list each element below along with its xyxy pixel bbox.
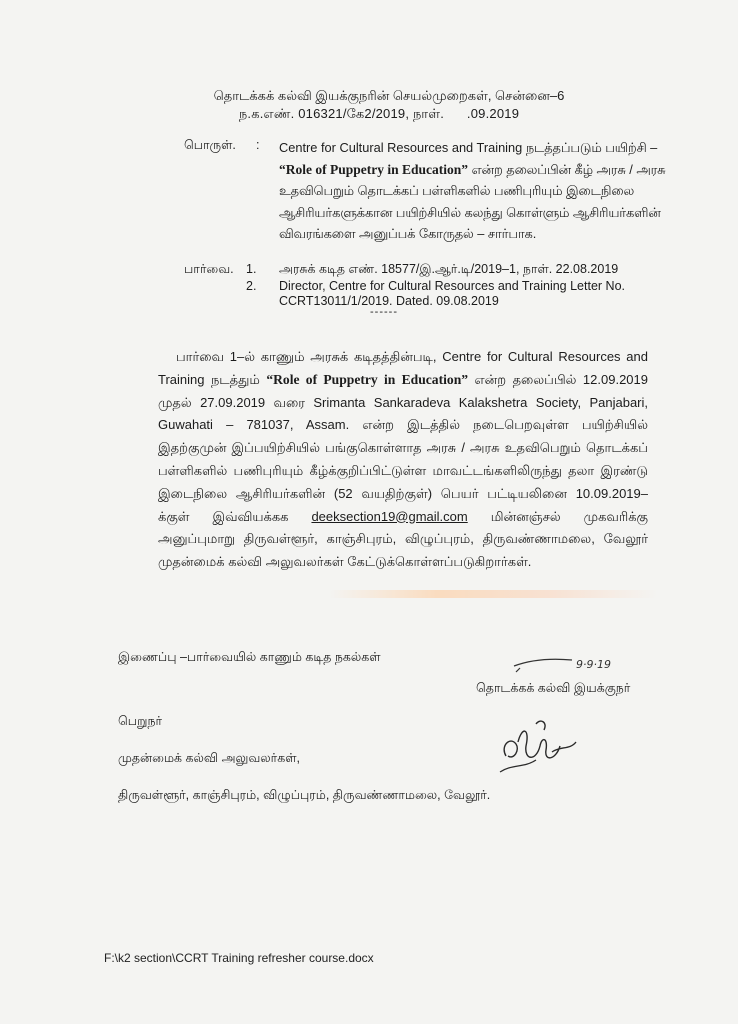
signatory-office: தொடக்கக் கல்வி இயக்குநர்: [476, 681, 631, 695]
reference-1-text: அரசுக் கடித எண். 18577/இ.ஆர்.டி/2019–1, நாள். 22.08.2019: [279, 262, 619, 276]
stamp-date: 9·9·19: [576, 658, 611, 671]
reference-label: பார்வை.: [184, 262, 234, 276]
body-part1: பார்வை 1–ல் காணும் அரசுக் கடிதத்தின்படி, Centre for Cultural Resources and Training நடத்தும்: [158, 349, 648, 387]
subject-colon: :: [256, 138, 260, 152]
header-title: தொடக்கக் கல்வி இயக்குநரின் செயல்முறைகள், சென்னை–6: [213, 88, 565, 103]
subject-part2: என்ற தலைப்பின் கீழ் அரசு / அரசு உதவிபெறும் தொடக்கப் பள்ளிகளில் பணிபுரியும் இடைநிலை ஆசிரியர்களுக்கான பயிற்சியில் கலந்து கொள்ளும் ஆசிரியர்களின் விவரங்களை அனுப்பக் கோருதல் – சார்பாக.: [279, 161, 666, 241]
body-paragraph: [158, 346, 648, 574]
reference-separator: ------: [370, 306, 398, 318]
body-part3: மின்னஞ்சல் முகவரிக்கு அனுப்புமாறு திருவள்ளூர், காஞ்சிபுரம், விழுப்புரம், திருவண்ணாமலை, வேலூர் முதன்மைக் கல்வி அலுவலர்கள் கேட்டுக்கொள்ளப்படுகிறார்கள்.: [158, 508, 648, 570]
reference-2-text: Director, Centre for Cultural Resources and Training Letter No. CCRT13011/1/2019. Dated. 09.08.2019: [279, 279, 625, 308]
reference-2-number: 2.: [246, 279, 257, 293]
header-reference-number: ந.க.எண். 016321/கே2/2019, நாள். .09.2019: [238, 106, 520, 121]
reference-1-number: 1.: [246, 262, 257, 276]
recipient-line-2: திருவள்ளூர், காஞ்சிபுரம், விழுப்புரம், திருவண்ணாமலை, வேலூர்.: [118, 788, 491, 802]
signature-mark: [496, 716, 586, 776]
recipient-label: பெறுநர்: [118, 714, 163, 728]
highlight-smudge: [328, 590, 658, 598]
subject-text: [279, 137, 684, 245]
body-part2: என்ற தலைப்பில் 12.09.2019 முதல் 27.09.2019 வரை Srimanta Sankaradeva Kalakshetra Society, Panjabari, Guwahati – 781037, Assam. என்ற இடத்தில் நடைபெறவுள்ள பயிற்சியில் இதற்குமுன் இப்பயிற்சியில் பங்குகொள்ளாத அரசு / அரசு உதவிபெறும் தொடக்கப் பள்ளிகளில் பணிபுரியும் கீழ்க்குறிப்பிட்டுள்ள மாவட்டங்களிலிருந்து தலா இரண்டு இடைநிலை ஆசிரியர்களின் (52 வயதிற்குள்) பெயர் பட்டியலினை 10.09.2019–க்குள் இவ்வியக்கக: [158, 371, 649, 524]
file-path-footer: F:\k2 section\CCRT Training refresher course.docx: [104, 951, 374, 965]
body-title-bold: “Role of Puppetry in Education”: [266, 371, 469, 387]
subject-part1: Centre for Cultural Resources and Training நடத்தப்படும் பயிற்சி –: [279, 140, 658, 155]
enclosure-note: இணைப்பு –பார்வையில் காணும் கடித நகல்கள்: [118, 650, 381, 664]
email-link[interactable]: deeksection19@gmail.com: [311, 508, 468, 524]
subject-title-bold: “Role of Puppetry in Education”: [279, 161, 469, 177]
subject-label: பொருள்.: [184, 138, 236, 152]
recipient-line-1: முதன்மைக் கல்வி அலுவலர்கள்,: [118, 751, 300, 765]
date-stamp-mark: [510, 652, 620, 682]
